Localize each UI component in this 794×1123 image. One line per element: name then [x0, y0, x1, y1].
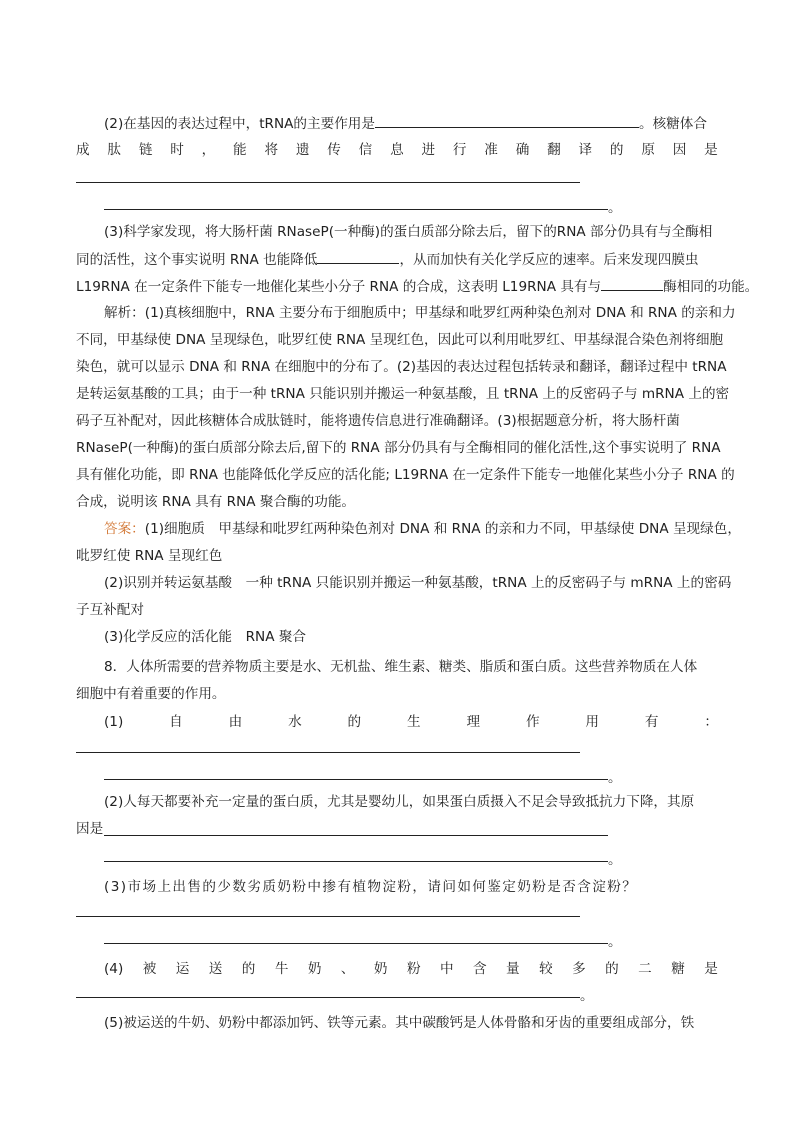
spread-char: 进: [421, 142, 436, 158]
spread-char: 的: [241, 961, 256, 977]
spread-char: 是: [704, 142, 718, 158]
q8-part2-line2: 因是: [76, 821, 104, 837]
spread-char: 生: [407, 714, 421, 730]
spread-char: 的: [347, 714, 362, 730]
q7-part3-line3: L19RNA 在一定条件下能专一地催化某些小分子 RNA 的合成，这表明 L19RNA 具有与 酶相同的功能。: [76, 276, 718, 297]
spread-char: (1): [104, 714, 124, 730]
spread-char: 奶: [307, 961, 322, 977]
spread-char: 粉: [406, 961, 421, 977]
period-mark: 。: [580, 988, 594, 1004]
analysis-line: 染色，就可以显示 DNA 和 RNA 在细胞中的分布了。(2)基因的表达过程包括转录和翻译，翻译过程中 tRNA: [76, 359, 727, 375]
q8-intro-line2: 细胞中有着重要的作用。: [76, 686, 226, 702]
spread-char: 自: [169, 714, 183, 730]
spread-char: 时: [170, 142, 184, 158]
period-mark: 。: [608, 934, 622, 950]
q7-part2-text: (2)在基因的表达过程中，tRNA的主要作用是: [104, 116, 375, 132]
spread-char: 送: [208, 961, 223, 977]
period-mark: 。: [608, 852, 622, 868]
answer-line: 答案：(1)细胞质 甲基绿和吡罗红两种染色剂对 DNA 和 RNA 的亲和力不同，甲基绿使 DNA 呈现绿色，: [104, 521, 741, 537]
answer-blank-line[interactable]: [104, 779, 608, 780]
analysis-line: 是转运氨基酸的工具；由于一种 tRNA 只能识别并搬运一种氨基酸，且 tRNA 上的反密码子与 mRNA 上的密: [76, 386, 730, 402]
period-mark: 。: [608, 770, 622, 786]
spread-char: 、: [340, 961, 355, 977]
q7-part2-tail: 。核糖体合: [639, 116, 707, 132]
answer-line: (2)识别并转运氨基酸 一种 tRNA 只能识别并搬运一种氨基酸，tRNA 上的反密码子与 mRNA 上的密码: [104, 575, 732, 591]
q8-intro-line1: 8．人体所需要的营养物质主要是水、无机盐、维生素、糖类、脂质和蛋白质。这些营养物质在人体: [104, 659, 698, 675]
q7-part3-line1: (3)科学家发现，将大肠杆菌 RNaseP(一种酶)的蛋白质部分除去后，留下的RNA 部分仍具有与全酶相: [104, 224, 713, 240]
analysis-line: 码子互补配对，因此核糖体合成肽链时，能将遗传信息进行准确翻译。(3)根据题意分析，将大肠杆菌: [76, 413, 680, 429]
spread-char: 确: [515, 142, 530, 158]
spread-char: ：: [704, 714, 718, 730]
spread-char: 是: [704, 961, 718, 977]
answer-blank-line[interactable]: [76, 752, 580, 753]
spread-char: (4): [104, 961, 124, 977]
answer-blank[interactable]: [317, 249, 399, 264]
answer-blank[interactable]: [601, 276, 663, 291]
spread-char: 由: [228, 714, 243, 730]
spread-char: 水: [288, 714, 302, 730]
answer-blank-line[interactable]: [104, 835, 608, 836]
spread-char: 信: [358, 142, 373, 158]
spread-char: 糖: [671, 961, 685, 977]
q8-part5-line1: (5)被运送的牛奶、奶粉中都添加钙、铁等元素。其中碳酸钙是人体骨骼和牙齿的重要组成部分，铁: [104, 1015, 695, 1031]
spread-char: 多: [572, 961, 586, 977]
spread-char: 二: [638, 961, 652, 977]
spread-char: 用: [585, 714, 600, 730]
spread-char: 成: [76, 142, 90, 158]
spread-char: 能: [233, 142, 247, 158]
spread-char: 翻: [547, 142, 561, 158]
q8-part3-line1: (3)市场上出售的少数劣质奶粉中掺有植物淀粉，请问如何鉴定奶粉是否含淀粉？: [104, 879, 638, 895]
analysis-line: 不同，甲基绿使 DNA 呈现绿色，吡罗红使 RNA 呈现红色，因此可以利用吡罗红、甲基绿混合染色剂将细胞: [76, 332, 724, 348]
spread-char: 传: [327, 142, 341, 158]
spread-char: 牛: [274, 961, 289, 977]
answer-blank-line[interactable]: [104, 209, 608, 210]
analysis-line: 解析：(1)真核细胞中，RNA 主要分布于细胞质中；甲基绿和吡罗红两种染色剂对 DNA 和 RNA 的亲和力: [104, 305, 736, 321]
spread-char: 准: [484, 142, 498, 158]
q8-part2-line1: (2)人每天都要补充一定量的蛋白质，尤其是婴幼儿，如果蛋白质摄入不足会导致抵抗力下降，其原: [104, 794, 695, 810]
analysis-line: 合成，说明该 RNA 具有 RNA 聚合酶的功能。: [76, 494, 356, 510]
spread-char: 含: [473, 961, 487, 977]
spread-char: 运: [175, 961, 190, 977]
q7-part2-line2: [76, 140, 718, 160]
spread-char: ，: [201, 142, 216, 158]
q7-part2-line1: [104, 113, 718, 134]
spread-char: 作: [525, 714, 540, 730]
spread-char: 的: [605, 961, 619, 977]
answer-line: 子互补配对: [76, 602, 144, 618]
spread-char: 被: [142, 961, 157, 977]
answer-blank-line[interactable]: [76, 916, 580, 917]
spread-char: 较: [539, 961, 553, 977]
q8-part4-line: [104, 959, 718, 979]
spread-char: 中: [439, 961, 454, 977]
answer-blank-line[interactable]: [104, 943, 608, 944]
answer-line: (3)化学反应的活化能 RNA 聚合: [104, 629, 307, 645]
answer-blank-line[interactable]: [76, 997, 580, 998]
spread-char: 遗: [295, 142, 310, 158]
answer-line: 吡罗红使 RNA 呈现红色: [76, 548, 223, 564]
answer-label: 答案：: [104, 521, 145, 537]
period-mark: 。: [608, 200, 622, 216]
spread-char: 有: [644, 714, 659, 730]
spread-char: 息: [390, 142, 404, 158]
spread-char: 将: [264, 142, 279, 158]
spread-char: 的: [609, 142, 624, 158]
q7-part3-line2: 同的活性，这个事实说明 RNA 也能降低 ，从而加快有关化学反应的速率。后来发现四膜虫: [76, 249, 718, 270]
answer-blank-line[interactable]: [104, 861, 608, 862]
spread-char: 原: [641, 142, 655, 158]
spread-char: 量: [506, 961, 520, 977]
spread-char: 因: [672, 142, 687, 158]
spread-char: 链: [138, 142, 153, 158]
spread-char: 行: [452, 142, 467, 158]
spread-char: 奶: [373, 961, 388, 977]
analysis-line: RNaseP(一种酶)的蛋白质部分除去后,留下的 RNA 部分仍具有与全酶相同的催化活性,这个事实说明了 RNA: [76, 440, 721, 456]
analysis-line: 具有催化功能，即 RNA 也能降低化学反应的活化能; L19RNA 在一定条件下能专一地催化某些小分子 RNA 的: [76, 467, 735, 483]
answer-blank-line[interactable]: [76, 182, 580, 183]
spread-char: 肽: [107, 142, 121, 158]
spread-char: 译: [578, 142, 593, 158]
q8-part1-line: [104, 712, 718, 732]
answer-blank[interactable]: [375, 113, 639, 128]
spread-char: 理: [466, 714, 481, 730]
